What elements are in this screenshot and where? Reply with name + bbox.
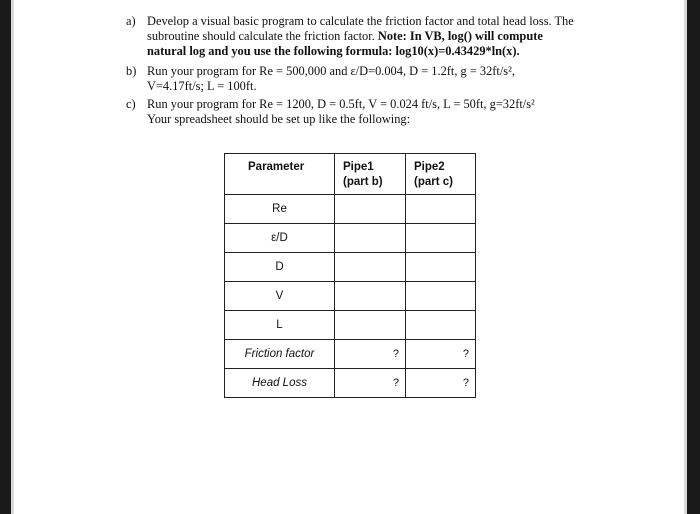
pipe1-cell (335, 253, 406, 282)
table-row (225, 195, 476, 224)
question-line: V=4.17ft/s; L = 100ft. (147, 79, 257, 93)
header-pipe2: Pipe2 (part c) (406, 154, 476, 195)
param-cell: ε/D (225, 224, 335, 253)
param-cell: Friction factor (225, 340, 335, 369)
pipe1-cell (335, 311, 406, 340)
pipe1-cell: ? (335, 369, 406, 398)
pipe2-cell (406, 253, 476, 282)
pipe1-cell (335, 195, 406, 224)
param-cell: Re (225, 195, 335, 224)
pipe2-cell: ? (406, 369, 476, 398)
table-row (225, 340, 476, 369)
question-label: a) (126, 14, 136, 28)
question-line (147, 44, 662, 59)
question-line: subroutine should calculate the friction factor. Note: In VB, log() will compute (147, 29, 543, 43)
parameter-table (224, 153, 476, 398)
question-label: c) (126, 97, 136, 111)
table-row (225, 311, 476, 340)
header-parameter: Parameter (225, 154, 335, 195)
question-line: Run your program for Re = 500,000 and ε/D=0.004, D = 1.2ft, g = 32ft/s², (147, 64, 515, 78)
pipe1-cell (335, 282, 406, 311)
table-row (225, 282, 476, 311)
param-cell: V (225, 282, 335, 311)
param-cell: L (225, 311, 335, 340)
pipe2-cell: ? (406, 340, 476, 369)
table-row (225, 253, 476, 282)
param-cell: Head Loss (225, 369, 335, 398)
formula-text: natural log and you use the following formula: log10(x)=0.43429*ln(x). (147, 44, 520, 58)
table-row (225, 224, 476, 253)
question-label: b) (126, 64, 137, 78)
table-header-row (225, 154, 476, 195)
table-row (225, 369, 476, 398)
pipe1-cell (335, 224, 406, 253)
param-cell: D (225, 253, 335, 282)
pipe2-cell (406, 224, 476, 253)
pipe1-cell: ? (335, 340, 406, 369)
header-pipe1: Pipe1 (part b) (335, 154, 406, 195)
question-line: Develop a visual basic program to calculate the friction factor and total head loss. The (147, 14, 574, 28)
question-line: Run your program for Re = 1200, D = 0.5ft, V = 0.024 ft/s, L = 50ft, g=32ft/s² (147, 97, 535, 111)
question-line: Your spreadsheet should be set up like the following: (147, 112, 411, 126)
note-text: Note: In VB, log() will compute (377, 29, 543, 43)
pipe2-cell (406, 311, 476, 340)
pipe2-cell (406, 195, 476, 224)
pipe2-cell (406, 282, 476, 311)
